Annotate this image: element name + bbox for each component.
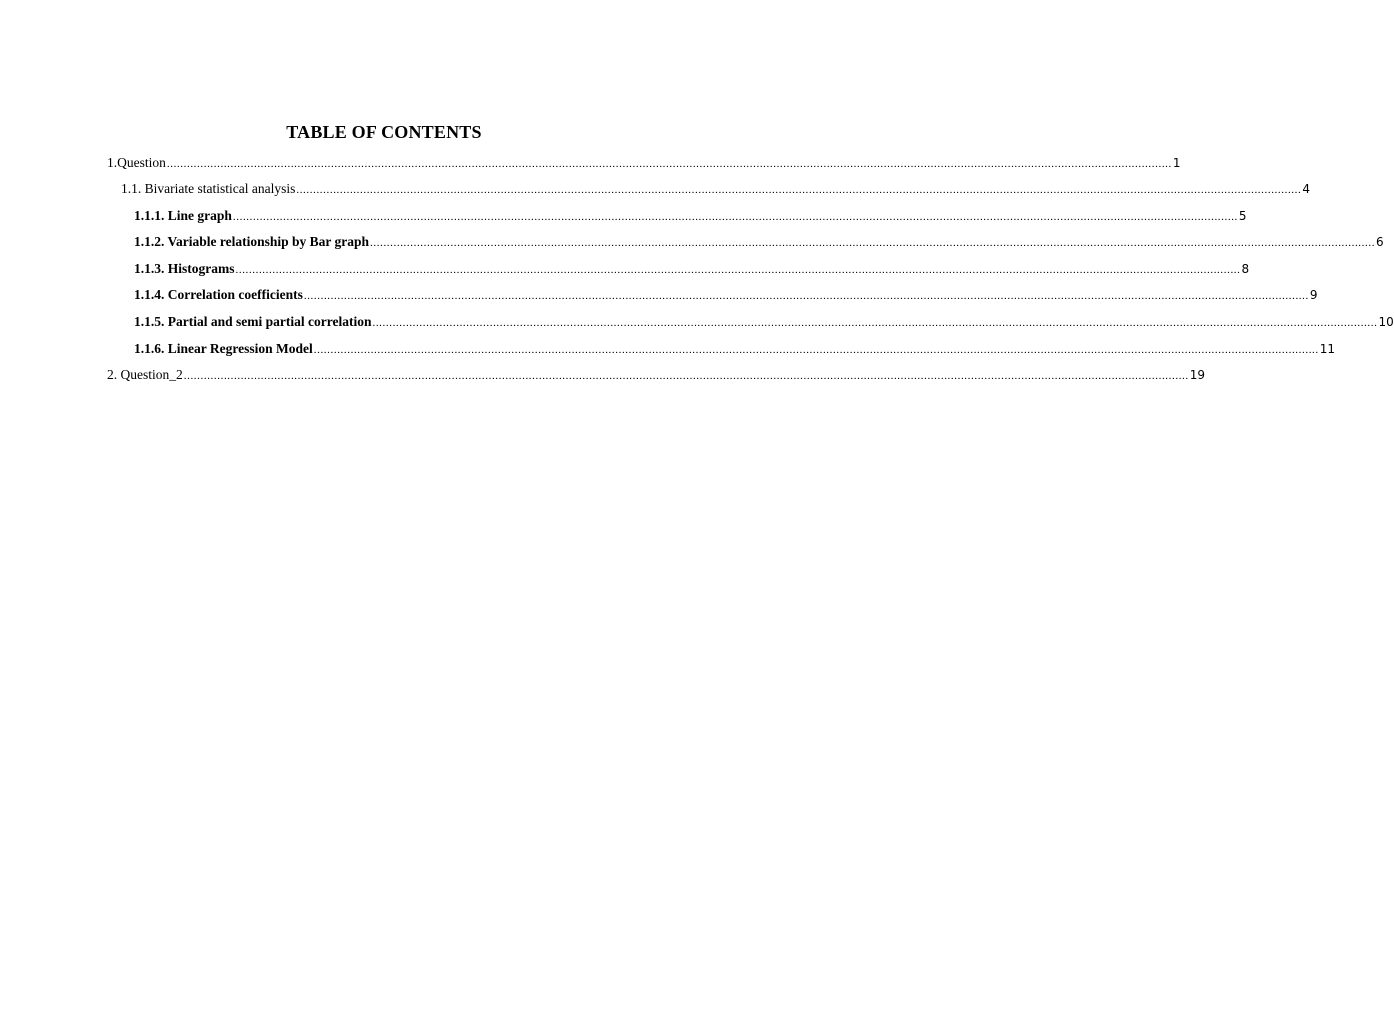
toc-entry-text: 1.1.6. Linear Regression Model xyxy=(134,341,313,356)
toc-entry-page: 6 xyxy=(1376,235,1384,249)
toc-entry-page: 4 xyxy=(1302,182,1310,196)
toc-title: TABLE OF CONTENTS xyxy=(286,122,482,142)
dot-leader: ............................................................................................................................................................................................................................................................................................................ xyxy=(370,237,1376,249)
toc-entry-page: 11 xyxy=(1319,342,1336,356)
toc-entry-text: 1.1.5. Partial and semi partial correlation xyxy=(134,314,372,329)
toc-entry-line-graph[interactable] xyxy=(134,207,1247,225)
toc-entry-text: 1.1.4. Correlation coefficients xyxy=(134,287,303,302)
toc-entry-page: 9 xyxy=(1309,288,1318,302)
toc-entry-page: 1 xyxy=(1172,156,1181,170)
toc-entry-bivariate[interactable] xyxy=(121,180,1310,198)
toc-entry-question[interactable] xyxy=(107,154,1181,172)
toc-entry-page: 10 xyxy=(1378,315,1394,329)
toc-entry-text: 2. Question_2 xyxy=(107,367,183,382)
toc-entry-number: 1. xyxy=(107,155,118,170)
toc-entry-page: 5 xyxy=(1238,209,1247,223)
toc-entry-text: Question xyxy=(117,155,166,170)
toc-entry-correlation[interactable] xyxy=(134,286,1318,304)
dot-leader: ............................................................................................................................................................................................................................................................................................................ xyxy=(235,264,1241,276)
dot-leader: ............................................................................................................................................................................................................................................................................................................ xyxy=(303,290,1309,302)
toc-entry-text: 1.1. Bivariate statistical analysis xyxy=(121,181,296,196)
dot-leader: ............................................................................................................................................................................................................................................................................................................ xyxy=(313,344,1319,356)
toc-entry-text: 1.1.3. Histograms xyxy=(134,261,235,276)
toc-entry-regression[interactable] xyxy=(134,340,1336,358)
toc-entry-text: 1.1.2. Variable relationship by Bar graph xyxy=(134,234,370,249)
toc-entry-partial-correlation[interactable] xyxy=(134,313,1394,331)
toc-entry-histograms[interactable] xyxy=(134,260,1250,278)
dot-leader: ............................................................................................................................................................................................................................................................................................................ xyxy=(232,211,1238,223)
toc-entry-page: 8 xyxy=(1241,262,1250,276)
toc-entry-question-2[interactable] xyxy=(107,366,1206,384)
dot-leader: ............................................................................................................................................................................................................................................................................................................ xyxy=(296,184,1302,196)
dot-leader: ............................................................................................................................................................................................................................................................................................................ xyxy=(166,158,1172,170)
dot-leader: ............................................................................................................................................................................................................................................................................................................ xyxy=(183,370,1189,382)
toc-entry-page: 19 xyxy=(1189,368,1206,382)
dot-leader: ............................................................................................................................................................................................................................................................................................................ xyxy=(372,317,1378,329)
toc-entry-text: 1.1.1. Line graph xyxy=(134,208,232,223)
toc-entry-bar-graph[interactable] xyxy=(134,233,1384,251)
